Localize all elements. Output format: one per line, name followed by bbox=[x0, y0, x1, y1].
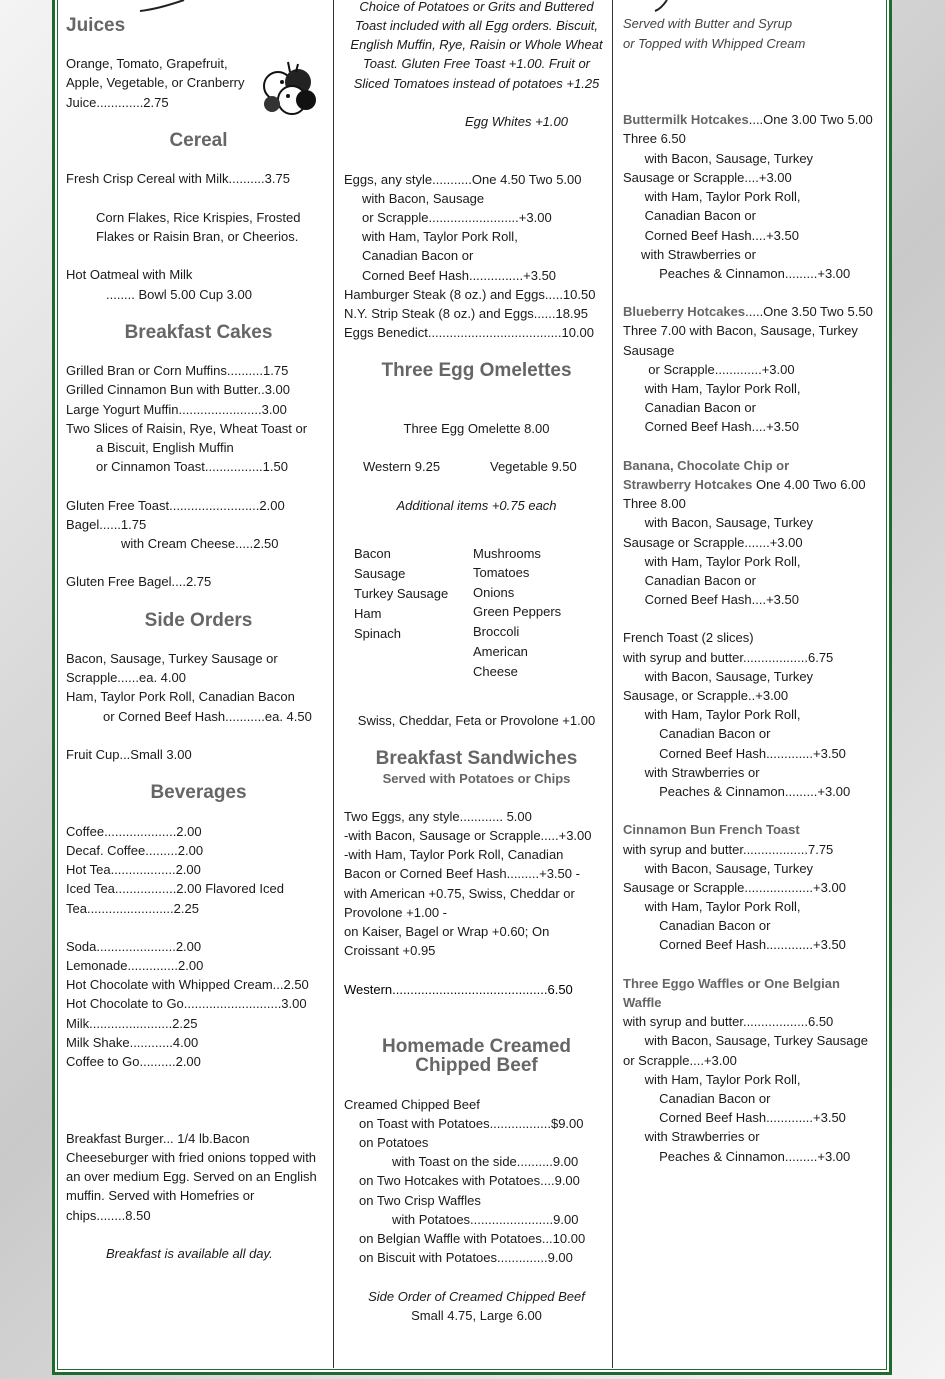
omelette-item: Broccoli bbox=[473, 624, 520, 639]
chipped-line: on Toast with Potatoes.................$9.00 bbox=[359, 1116, 584, 1131]
sandwich-western: Western...........................................6.50 bbox=[344, 982, 573, 997]
waffle-line: with Strawberries or bbox=[623, 1129, 760, 1144]
hotcake-line: Canadian Bacon or bbox=[623, 400, 756, 415]
eggs-line: Corned Beef Hash...............+3.50 bbox=[362, 268, 557, 283]
waffle-name: Waffle bbox=[623, 995, 662, 1010]
egg-intro-line: Toast included with all Egg orders. Biscuit, bbox=[354, 18, 599, 33]
cereal-types: Flakes or Raisin Bran, or Cheerios. bbox=[96, 229, 299, 244]
omelette-item: Spinach bbox=[354, 626, 401, 641]
column-divider bbox=[333, 0, 334, 1368]
omelette-item: Cheese bbox=[473, 664, 518, 679]
banana-price: One 4.00 Two 6.00 bbox=[752, 477, 866, 492]
burger-line: Breakfast Burger... 1/4 lb.Bacon bbox=[66, 1131, 250, 1146]
cinnamon-line: with Bacon, Sausage, Turkey bbox=[623, 861, 814, 876]
chipped-line: with Toast on the side..........9.00 bbox=[392, 1154, 579, 1169]
bev-line: Coffee to Go..........2.00 bbox=[66, 1054, 201, 1069]
omelette-item: Onions bbox=[473, 585, 515, 600]
banana-name: Banana, Chocolate Chip or bbox=[623, 458, 790, 473]
chipped-line: on Biscuit with Potatoes..............9.00 bbox=[359, 1250, 573, 1265]
column-right bbox=[623, 0, 885, 1372]
omelette-item: Green Peppers bbox=[473, 604, 562, 619]
blueberry-price: .....One 3.50 Two 5.50 bbox=[745, 304, 873, 319]
bev-line: Milk Shake............4.00 bbox=[66, 1035, 199, 1050]
fruit-bowl-icon bbox=[258, 56, 322, 120]
banana-name: Strawberry Hotcakes bbox=[623, 477, 753, 492]
egg-whites: Egg Whites +1.00 bbox=[465, 114, 568, 129]
eggs-line: with Bacon, Sausage bbox=[362, 191, 485, 206]
served-line: or Topped with Whipped Cream bbox=[623, 36, 806, 51]
french-toast-line: Canadian Bacon or bbox=[623, 726, 771, 741]
french-toast-line: Sausage, or Scrapple..+3.00 bbox=[623, 688, 789, 703]
omelettes-title: Three Egg Omelettes bbox=[381, 360, 572, 381]
french-toast-line: with Ham, Taylor Pork Roll, bbox=[623, 707, 801, 722]
hotcake-line: Sausage or Scrapple....+3.00 bbox=[623, 170, 792, 185]
bev-line: Lemonade..............2.00 bbox=[66, 958, 204, 973]
all-day-note: Breakfast is available all day. bbox=[106, 1246, 273, 1261]
script-flourish-icon bbox=[653, 0, 673, 13]
burger-line: an over medium Egg. Served on an English bbox=[66, 1169, 317, 1184]
blueberry-name: Blueberry Hotcakes bbox=[623, 304, 746, 319]
cinnamon-name: Cinnamon Bun French Toast bbox=[623, 822, 800, 837]
omelette-item: Ham bbox=[354, 606, 382, 621]
sandwich-line: Croissant +0.95 bbox=[344, 943, 436, 958]
side-line: Bacon, Sausage, Turkey Sausage or bbox=[66, 651, 278, 666]
french-toast-line: Peaches & Cinnamon.........+3.00 bbox=[623, 784, 851, 799]
hotcake-line: with Ham, Taylor Pork Roll, bbox=[623, 554, 801, 569]
column-left bbox=[66, 0, 331, 1372]
side-chipped: Side Order of Creamed Chipped Beef bbox=[368, 1289, 585, 1304]
hotcake-line: or Scrapple.............+3.00 bbox=[623, 362, 795, 377]
cinnamon-line: Canadian Bacon or bbox=[623, 918, 771, 933]
cinnamon-line: Corned Beef Hash.............+3.50 bbox=[623, 937, 846, 952]
egg-intro-line: Sliced Tomatoes instead of potatoes +1.25 bbox=[353, 76, 600, 91]
waffle-line: or Scrapple....+3.00 bbox=[623, 1053, 737, 1068]
juices-title: Juices bbox=[66, 15, 126, 36]
bev-line: Iced Tea.................2.00 Flavored Iced bbox=[66, 881, 284, 896]
oatmeal-line: Hot Oatmeal with Milk bbox=[66, 267, 193, 282]
vegetable-omelette: Vegetable 9.50 bbox=[490, 459, 577, 474]
chipped-line: on Two Hotcakes with Potatoes....9.00 bbox=[359, 1173, 580, 1188]
chipped-beef-title: Homemade Creamed bbox=[381, 1036, 572, 1057]
hotcake-line: with Bacon, Sausage, Turkey bbox=[623, 515, 814, 530]
omelette-price: Three Egg Omelette 8.00 bbox=[403, 421, 550, 436]
chipped-beef-title: Chipped Beef bbox=[415, 1055, 538, 1076]
waffle-line: Corned Beef Hash.............+3.50 bbox=[623, 1110, 846, 1125]
side-line: Ham, Taylor Pork Roll, Canadian Bacon bbox=[66, 689, 295, 704]
gluten-toast: Gluten Free Toast.........................2.00 bbox=[66, 498, 285, 513]
beverages-title: Beverages bbox=[150, 782, 247, 803]
egg-intro-line: English Muffin, Rye, Raisin or Whole Wheat bbox=[350, 37, 603, 52]
omelette-item: American bbox=[473, 644, 528, 659]
column-middle bbox=[344, 0, 609, 1372]
script-flourish-icon bbox=[138, 0, 188, 13]
buttermilk-name: Buttermilk Hotcakes bbox=[623, 112, 749, 127]
omelette-item: Turkey Sausage bbox=[354, 586, 449, 601]
sandwich-line: -with Bacon, Sausage or Scrapple.....+3.00 bbox=[344, 828, 592, 843]
sandwich-line: on Kaiser, Bagel or Wrap +0.60; On bbox=[344, 924, 550, 939]
hotcake-line: with Strawberries or bbox=[623, 247, 756, 262]
sandwich-line: Provolone +1.00 - bbox=[344, 905, 447, 920]
waffle-name: Three Eggo Waffles or One Belgian bbox=[623, 976, 840, 991]
burger-line: chips........8.50 bbox=[66, 1208, 151, 1223]
hotcake-line: Peaches & Cinnamon.........+3.00 bbox=[623, 266, 851, 281]
hotcake-line: Three 7.00 with Bacon, Sausage, Turkey bbox=[623, 323, 858, 338]
juice-line: Apple, Vegetable, or Cranberry bbox=[66, 75, 245, 90]
cereal-line: Fresh Crisp Cereal with Milk..........3.75 bbox=[66, 171, 290, 186]
hotcake-line: Sausage bbox=[623, 343, 675, 358]
menu-page bbox=[52, 0, 892, 1375]
cheese-extra: Swiss, Cheddar, Feta or Provolone +1.00 bbox=[357, 713, 596, 728]
cakes-line: a Biscuit, English Muffin bbox=[96, 440, 234, 455]
hotcake-line: with Ham, Taylor Pork Roll, bbox=[623, 189, 801, 204]
omelette-item: Sausage bbox=[354, 566, 406, 581]
chipped-line: Creamed Chipped Beef bbox=[344, 1097, 480, 1112]
hotcake-line: Sausage or Scrapple.......+3.00 bbox=[623, 535, 803, 550]
eggs-line: Eggs, any style...........One 4.50 Two 5.00 bbox=[344, 172, 582, 187]
oatmeal-line: ........ Bowl 5.00 Cup 3.00 bbox=[106, 287, 252, 302]
hotcake-line: Canadian Bacon or bbox=[623, 573, 756, 588]
sandwich-line: with American +0.75, Swiss, Cheddar or bbox=[344, 886, 575, 901]
additional-items: Additional items +0.75 each bbox=[396, 498, 557, 513]
sandwich-line: -with Ham, Taylor Pork Roll, Canadian bbox=[344, 847, 564, 862]
steak-line: Eggs Benedict.....................................10.00 bbox=[344, 325, 595, 340]
hotcake-line: Three 8.00 bbox=[623, 496, 686, 511]
waffle-line: with Ham, Taylor Pork Roll, bbox=[623, 1072, 801, 1087]
breakfast-cakes-title: Breakfast Cakes bbox=[124, 322, 273, 343]
cinnamon-line: with Ham, Taylor Pork Roll, bbox=[623, 899, 801, 914]
waffle-line: Peaches & Cinnamon.........+3.00 bbox=[623, 1149, 851, 1164]
bev-line: Decaf. Coffee.........2.00 bbox=[66, 843, 204, 858]
side-line: or Corned Beef Hash...........ea. 4.50 bbox=[103, 709, 312, 724]
sandwich-line: Bacon or Corned Beef Hash.........+3.50 - bbox=[344, 866, 580, 881]
bev-line: Soda......................2.00 bbox=[66, 939, 202, 954]
bev-line: Hot Chocolate with Whipped Cream...2.50 bbox=[66, 977, 309, 992]
cakes-line: Large Yogurt Muffin.......................3.00 bbox=[66, 402, 287, 417]
chipped-line: on Two Crisp Waffles bbox=[359, 1193, 481, 1208]
sandwich-line: Two Eggs, any style............ 5.00 bbox=[344, 809, 532, 824]
omelette-item: Tomatoes bbox=[473, 565, 530, 580]
juice-line: Orange, Tomato, Grapefruit, bbox=[66, 56, 228, 71]
cakes-line: Grilled Cinnamon Bun with Butter..3.00 bbox=[66, 382, 291, 397]
bev-line: Hot Tea..................2.00 bbox=[66, 862, 201, 877]
bev-line: Coffee....................2.00 bbox=[66, 824, 202, 839]
hotcake-line: Corned Beef Hash....+3.50 bbox=[623, 592, 799, 607]
bev-line: Hot Chocolate to Go...........................3.00 bbox=[66, 996, 307, 1011]
eggs-line: or Scrapple.........................+3.00 bbox=[362, 210, 552, 225]
western-omelette: Western 9.25 bbox=[363, 459, 441, 474]
eggs-line: with Ham, Taylor Pork Roll, bbox=[362, 229, 518, 244]
chipped-line: on Belgian Waffle with Potatoes...10.00 bbox=[359, 1231, 586, 1246]
bagel: Bagel......1.75 bbox=[66, 517, 147, 532]
hotcake-line: with Bacon, Sausage, Turkey bbox=[623, 151, 814, 166]
cakes-line: Two Slices of Raisin, Rye, Wheat Toast or bbox=[66, 421, 308, 436]
omelette-item: Mushrooms bbox=[473, 546, 541, 561]
bev-line: Tea........................2.25 bbox=[66, 901, 199, 916]
french-toast-line: French Toast (2 slices) bbox=[623, 630, 754, 645]
side-orders-title: Side Orders bbox=[144, 610, 253, 631]
sandwiches-title: Breakfast Sandwiches bbox=[375, 748, 578, 769]
bagel-cream: with Cream Cheese.....2.50 bbox=[121, 536, 279, 551]
cereal-types: Corn Flakes, Rice Krispies, Frosted bbox=[96, 210, 301, 225]
french-toast-line: with Bacon, Sausage, Turkey bbox=[623, 669, 814, 684]
chipped-line: with Potatoes.......................9.00 bbox=[392, 1212, 579, 1227]
served-line: Served with Butter and Syrup bbox=[623, 16, 793, 31]
cakes-line: Grilled Bran or Corn Muffins..........1.75 bbox=[66, 363, 289, 378]
waffle-line: Canadian Bacon or bbox=[623, 1091, 771, 1106]
omelette-item: Bacon bbox=[354, 546, 391, 561]
gluten-bagel: Gluten Free Bagel....2.75 bbox=[66, 574, 212, 589]
cereal-title: Cereal bbox=[169, 130, 228, 151]
column-divider bbox=[612, 0, 613, 1368]
side-line: Scrapple......ea. 4.00 bbox=[66, 670, 186, 685]
sandwiches-subtitle: Served with Potatoes or Chips bbox=[382, 771, 571, 786]
cinnamon-line: Sausage or Scrapple...................+3.00 bbox=[623, 880, 846, 895]
hotcake-line: Three 6.50 bbox=[623, 131, 686, 146]
hotcake-line: Canadian Bacon or bbox=[623, 208, 756, 223]
cinnamon-line: with syrup and butter..................7.75 bbox=[623, 842, 834, 857]
egg-intro-line: Toast. Gluten Free Toast +1.00. Fruit or bbox=[362, 56, 591, 71]
steak-line: N.Y. Strip Steak (8 oz.) and Eggs......18.95 bbox=[344, 306, 589, 321]
burger-line: Cheeseburger with fried onions topped with bbox=[66, 1150, 317, 1165]
juice-line: Juice.............2.75 bbox=[66, 95, 169, 110]
french-toast-line: with syrup and butter..................6.75 bbox=[623, 650, 834, 665]
french-toast-line: with Strawberries or bbox=[623, 765, 760, 780]
bev-line: Milk.......................2.25 bbox=[66, 1016, 198, 1031]
cakes-line: or Cinnamon Toast................1.50 bbox=[96, 459, 288, 474]
waffle-line: with syrup and butter..................6.50 bbox=[623, 1014, 834, 1029]
steak-line: Hamburger Steak (8 oz.) and Eggs.....10.50 bbox=[344, 287, 596, 302]
eggs-line: Canadian Bacon or bbox=[362, 248, 474, 263]
hotcake-line: Corned Beef Hash....+3.50 bbox=[623, 228, 799, 243]
burger-line: muffin. Served with Homefries or bbox=[66, 1188, 255, 1203]
chipped-line: on Potatoes bbox=[359, 1135, 429, 1150]
fruit-cup: Fruit Cup...Small 3.00 bbox=[66, 747, 192, 762]
buttermilk-price: ....One 3.00 Two 5.00 bbox=[748, 112, 873, 127]
french-toast-line: Corned Beef Hash.............+3.50 bbox=[623, 746, 846, 761]
hotcake-line: with Ham, Taylor Pork Roll, bbox=[623, 381, 801, 396]
waffle-line: with Bacon, Sausage, Turkey Sausage bbox=[623, 1033, 868, 1048]
egg-intro-line: Choice of Potatoes or Grits and Buttered bbox=[359, 0, 594, 14]
hotcake-line: Corned Beef Hash....+3.50 bbox=[623, 419, 799, 434]
side-chipped-price: Small 4.75, Large 6.00 bbox=[411, 1308, 542, 1323]
